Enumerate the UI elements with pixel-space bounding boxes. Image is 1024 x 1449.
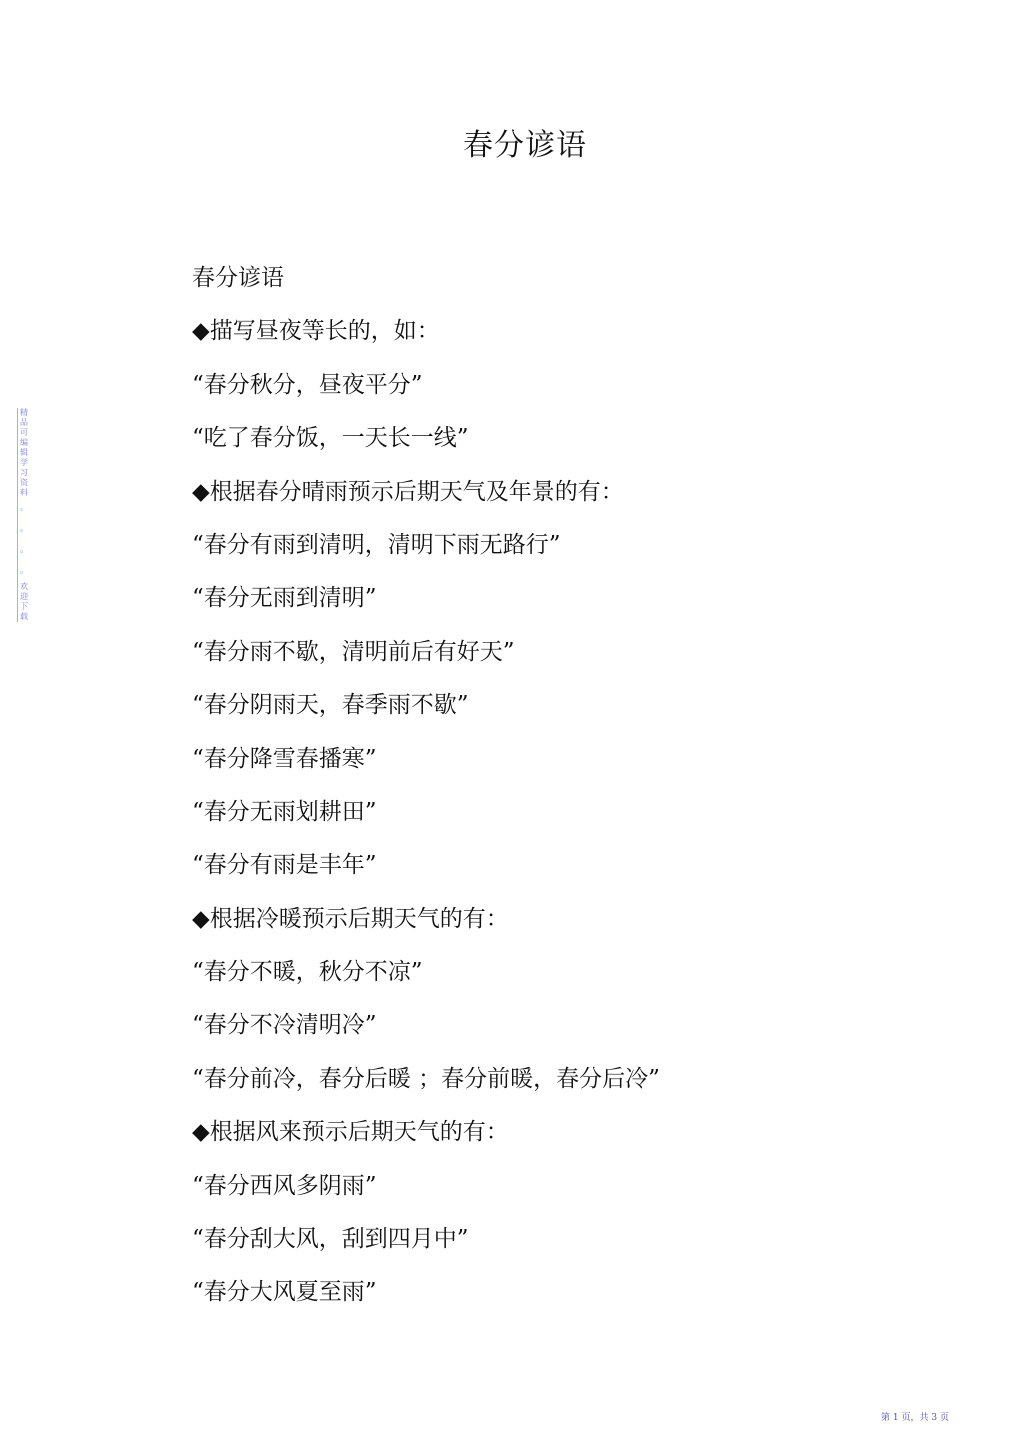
category-line: ◆描写昼夜等长的，如： bbox=[192, 318, 440, 345]
watermark-dot: 。 bbox=[20, 503, 30, 513]
watermark-dot: 。 bbox=[20, 545, 30, 555]
category-line: ◆根据风来预示后期天气的有： bbox=[192, 1119, 509, 1146]
category-line: ◆根据冷暖预示后期天气的有： bbox=[192, 905, 509, 932]
watermark-dot: 。 bbox=[20, 524, 30, 534]
proverb-line: “春分前冷，春分后暖 ；春分前暖，春分后冷” bbox=[192, 1065, 660, 1092]
proverb-line: “春分西风多阴雨” bbox=[192, 1172, 377, 1199]
proverb-line: “春分有雨是丰年” bbox=[192, 852, 377, 879]
proverb-line: “春分不冷清明冷” bbox=[192, 1012, 377, 1039]
proverb-line: “春分不暖，秋分不凉” bbox=[192, 959, 423, 986]
document-body bbox=[192, 252, 912, 1320]
proverb-line: “春分刮大风，刮到四月中” bbox=[192, 1226, 469, 1253]
proverb-line: “春分无雨划耕田” bbox=[192, 798, 377, 825]
proverb-line: “春分阴雨天，春季雨不歇” bbox=[192, 692, 469, 719]
watermark-bottom-text: 欢迎下载 bbox=[20, 582, 28, 621]
side-watermark bbox=[17, 408, 34, 622]
proverb-line: “春分秋分，昼夜平分” bbox=[192, 371, 423, 398]
proverb-line: “春分大风夏至雨” bbox=[192, 1279, 377, 1306]
proverb-line: “春分无雨到清明” bbox=[192, 585, 377, 612]
proverb-line: “春分雨不歇，清明前后有好天” bbox=[192, 638, 515, 665]
watermark-dot: 。 bbox=[20, 566, 30, 576]
page-number: 第 1 页，共 3 页 bbox=[881, 1413, 949, 1423]
proverb-line: “春分降雪春播寒” bbox=[192, 745, 377, 772]
category-line: ◆根据春分晴雨预示后期天气及年景的有： bbox=[192, 478, 624, 505]
page-title: 春分谚语 bbox=[463, 128, 587, 163]
watermark-top-text: 精品可编辑学习资料 bbox=[20, 408, 28, 497]
section-heading: 春分谚语 bbox=[192, 265, 284, 291]
proverb-line: “吃了春分饭，一天长一线” bbox=[192, 425, 469, 452]
proverb-line: “春分有雨到清明，清明下雨无路行” bbox=[192, 531, 561, 558]
